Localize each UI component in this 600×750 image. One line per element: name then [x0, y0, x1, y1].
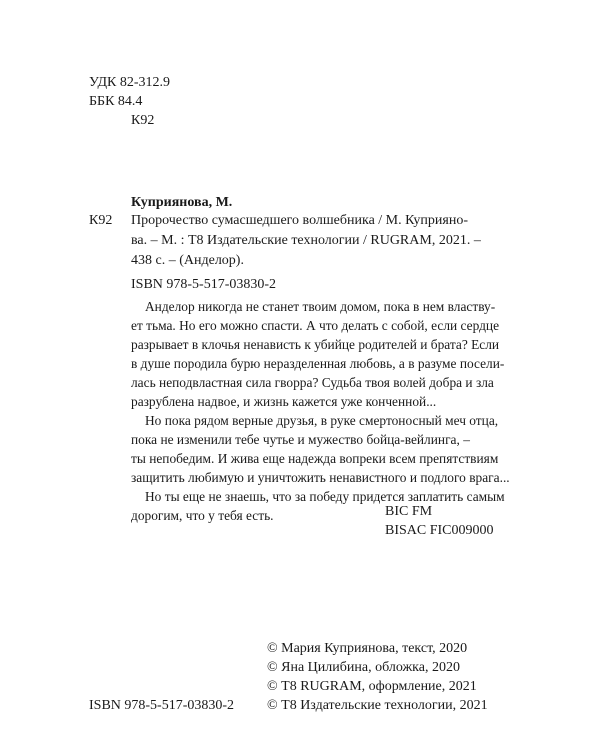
isbn-footer: ISBN 978-5-517-03830-2 — [89, 698, 235, 713]
bibliographic-line: ва. – М. : Т8 Издательские технологии / RUGRAM, 2021. – — [131, 233, 481, 248]
annotation-line: дорогим, что у тебя есть. — [131, 508, 274, 523]
bibliographic-line: 438 с. – (Анделор). — [131, 253, 244, 268]
copyright-line: © Т8 Издательские технологии, 2021 — [267, 698, 488, 713]
udk-code: УДК 82-312.9 — [89, 75, 171, 90]
annotation-line: разрублена надвое, и жизнь кажется уже конченной... — [131, 394, 437, 409]
annotation-line: Но ты еще не знаешь, что за победу придется заплатить самым — [145, 489, 505, 504]
annotation-line: ты непобедим. И жива еще надежда вопреки всем препятствиям — [131, 451, 499, 466]
bbk-code: ББК 84.4 — [89, 94, 143, 109]
copyright-line: © Яна Цилибина, обложка, 2020 — [267, 660, 460, 675]
annotation-line: ет тьма. Но его можно спасти. А что делать с собой, если сердце — [131, 318, 500, 333]
bisac-code: BISAC FIC009000 — [385, 523, 494, 538]
annotation-line: в душе породила бурю неразделенная любовь, а в разуме посели- — [131, 356, 505, 371]
cutter-code: К92 — [131, 113, 155, 128]
cutter-code-left: К92 — [89, 213, 113, 228]
isbn-record: ISBN 978-5-517-03830-2 — [131, 277, 277, 292]
bic-code: BIC FM — [385, 504, 433, 519]
annotation-line: Но пока рядом верные друзья, в руке смертоносный меч отца, — [145, 413, 499, 428]
annotation-line: Анделор никогда не станет твоим домом, пока в нем властву- — [145, 299, 496, 314]
annotation-line: разрывает в клочья ненависть к убийце родителей и брата? Если — [131, 337, 500, 352]
author-heading: Куприянова, М. — [131, 195, 233, 210]
annotation-line: защитить любимую и уничтожить ненавистного и подлого врага... — [131, 470, 510, 485]
annotation-line: пока не изменили тебе чутье и мужество бойца-вейлинга, – — [131, 432, 470, 447]
copyright-line: © Мария Куприянова, текст, 2020 — [267, 641, 468, 656]
copyright-line: © Т8 RUGRAM, оформление, 2021 — [267, 679, 477, 694]
bibliographic-line: Пророчество сумасшедшего волшебника / М. Куприяно- — [131, 213, 468, 228]
annotation-line: лась неподвластная сила гворра? Судьба твоя волей добра и зла — [131, 375, 494, 390]
